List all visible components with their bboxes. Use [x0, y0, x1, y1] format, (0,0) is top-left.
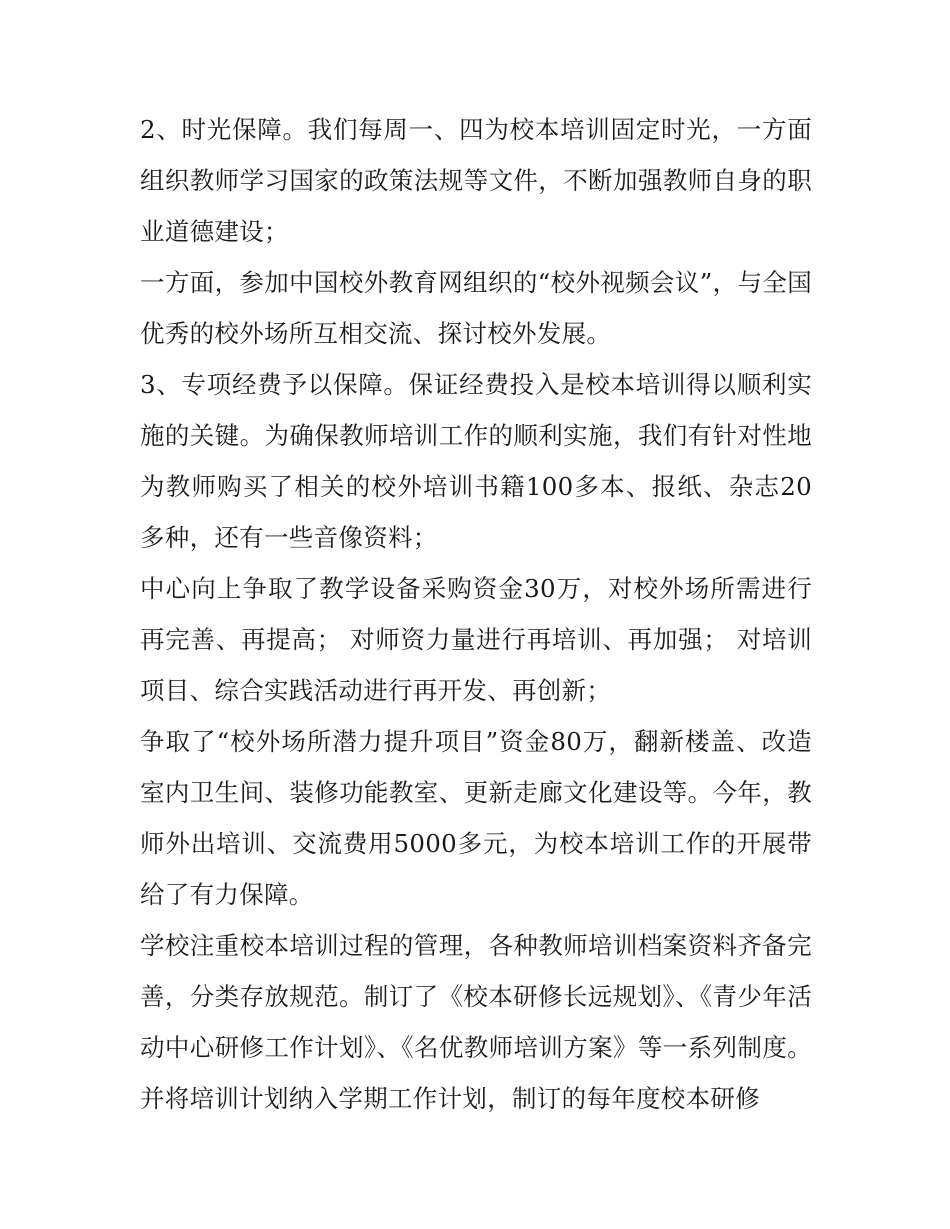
paragraph-equipment-funds: 中心向上争取了教学设备采购资金30万，对校外场所需进行再完善、再提高； 对师资力量进行再培训、再加强； 对培训项目、综合实践活动进行再开发、再创新； — [140, 574, 812, 705]
paragraph-capacity-project: 争取了“校外场所潜力提升项目”资金80万，翻新楼盖、改造室内卫生间、装修功能教室、更新走廊文化建设等。今年，教师外出培训、交流费用5000多元，为校本培训工作的开展带给了有力保障。 — [140, 727, 812, 909]
document-body — [140, 104, 812, 1124]
paragraph-funding-guarantee: 3、专项经费予以保障。保证经费投入是校本培训得以顺利实施的关键。为确保教师培训工作的顺利实施，我们有针对性地为教师购买了相关的校外培训书籍100多本、报纸、杂志20多种，还有一些音像资料； — [140, 370, 812, 552]
paragraph-training-management: 学校注重校本培训过程的管理，各种教师培训档案资料齐备完善，分类存放规范。制订了《校本研修长远规划》、《青少年活动中心研修工作计划》、《名优教师培训方案》等一系列制度。并将培训计划纳入学期工作计划，制订的每年度校本研修 — [140, 931, 812, 1113]
paragraph-time-guarantee: 2、时光保障。我们每周一、四为校本培训固定时光，一方面组织教师学习国家的政策法规等文件，不断加强教师自身的职业道德建设； — [140, 115, 812, 246]
paragraph-video-conference: 一方面，参加中国校外教育网组织的“校外视频会议”，与全国优秀的校外场所互相交流、探讨校外发展。 — [140, 268, 812, 348]
